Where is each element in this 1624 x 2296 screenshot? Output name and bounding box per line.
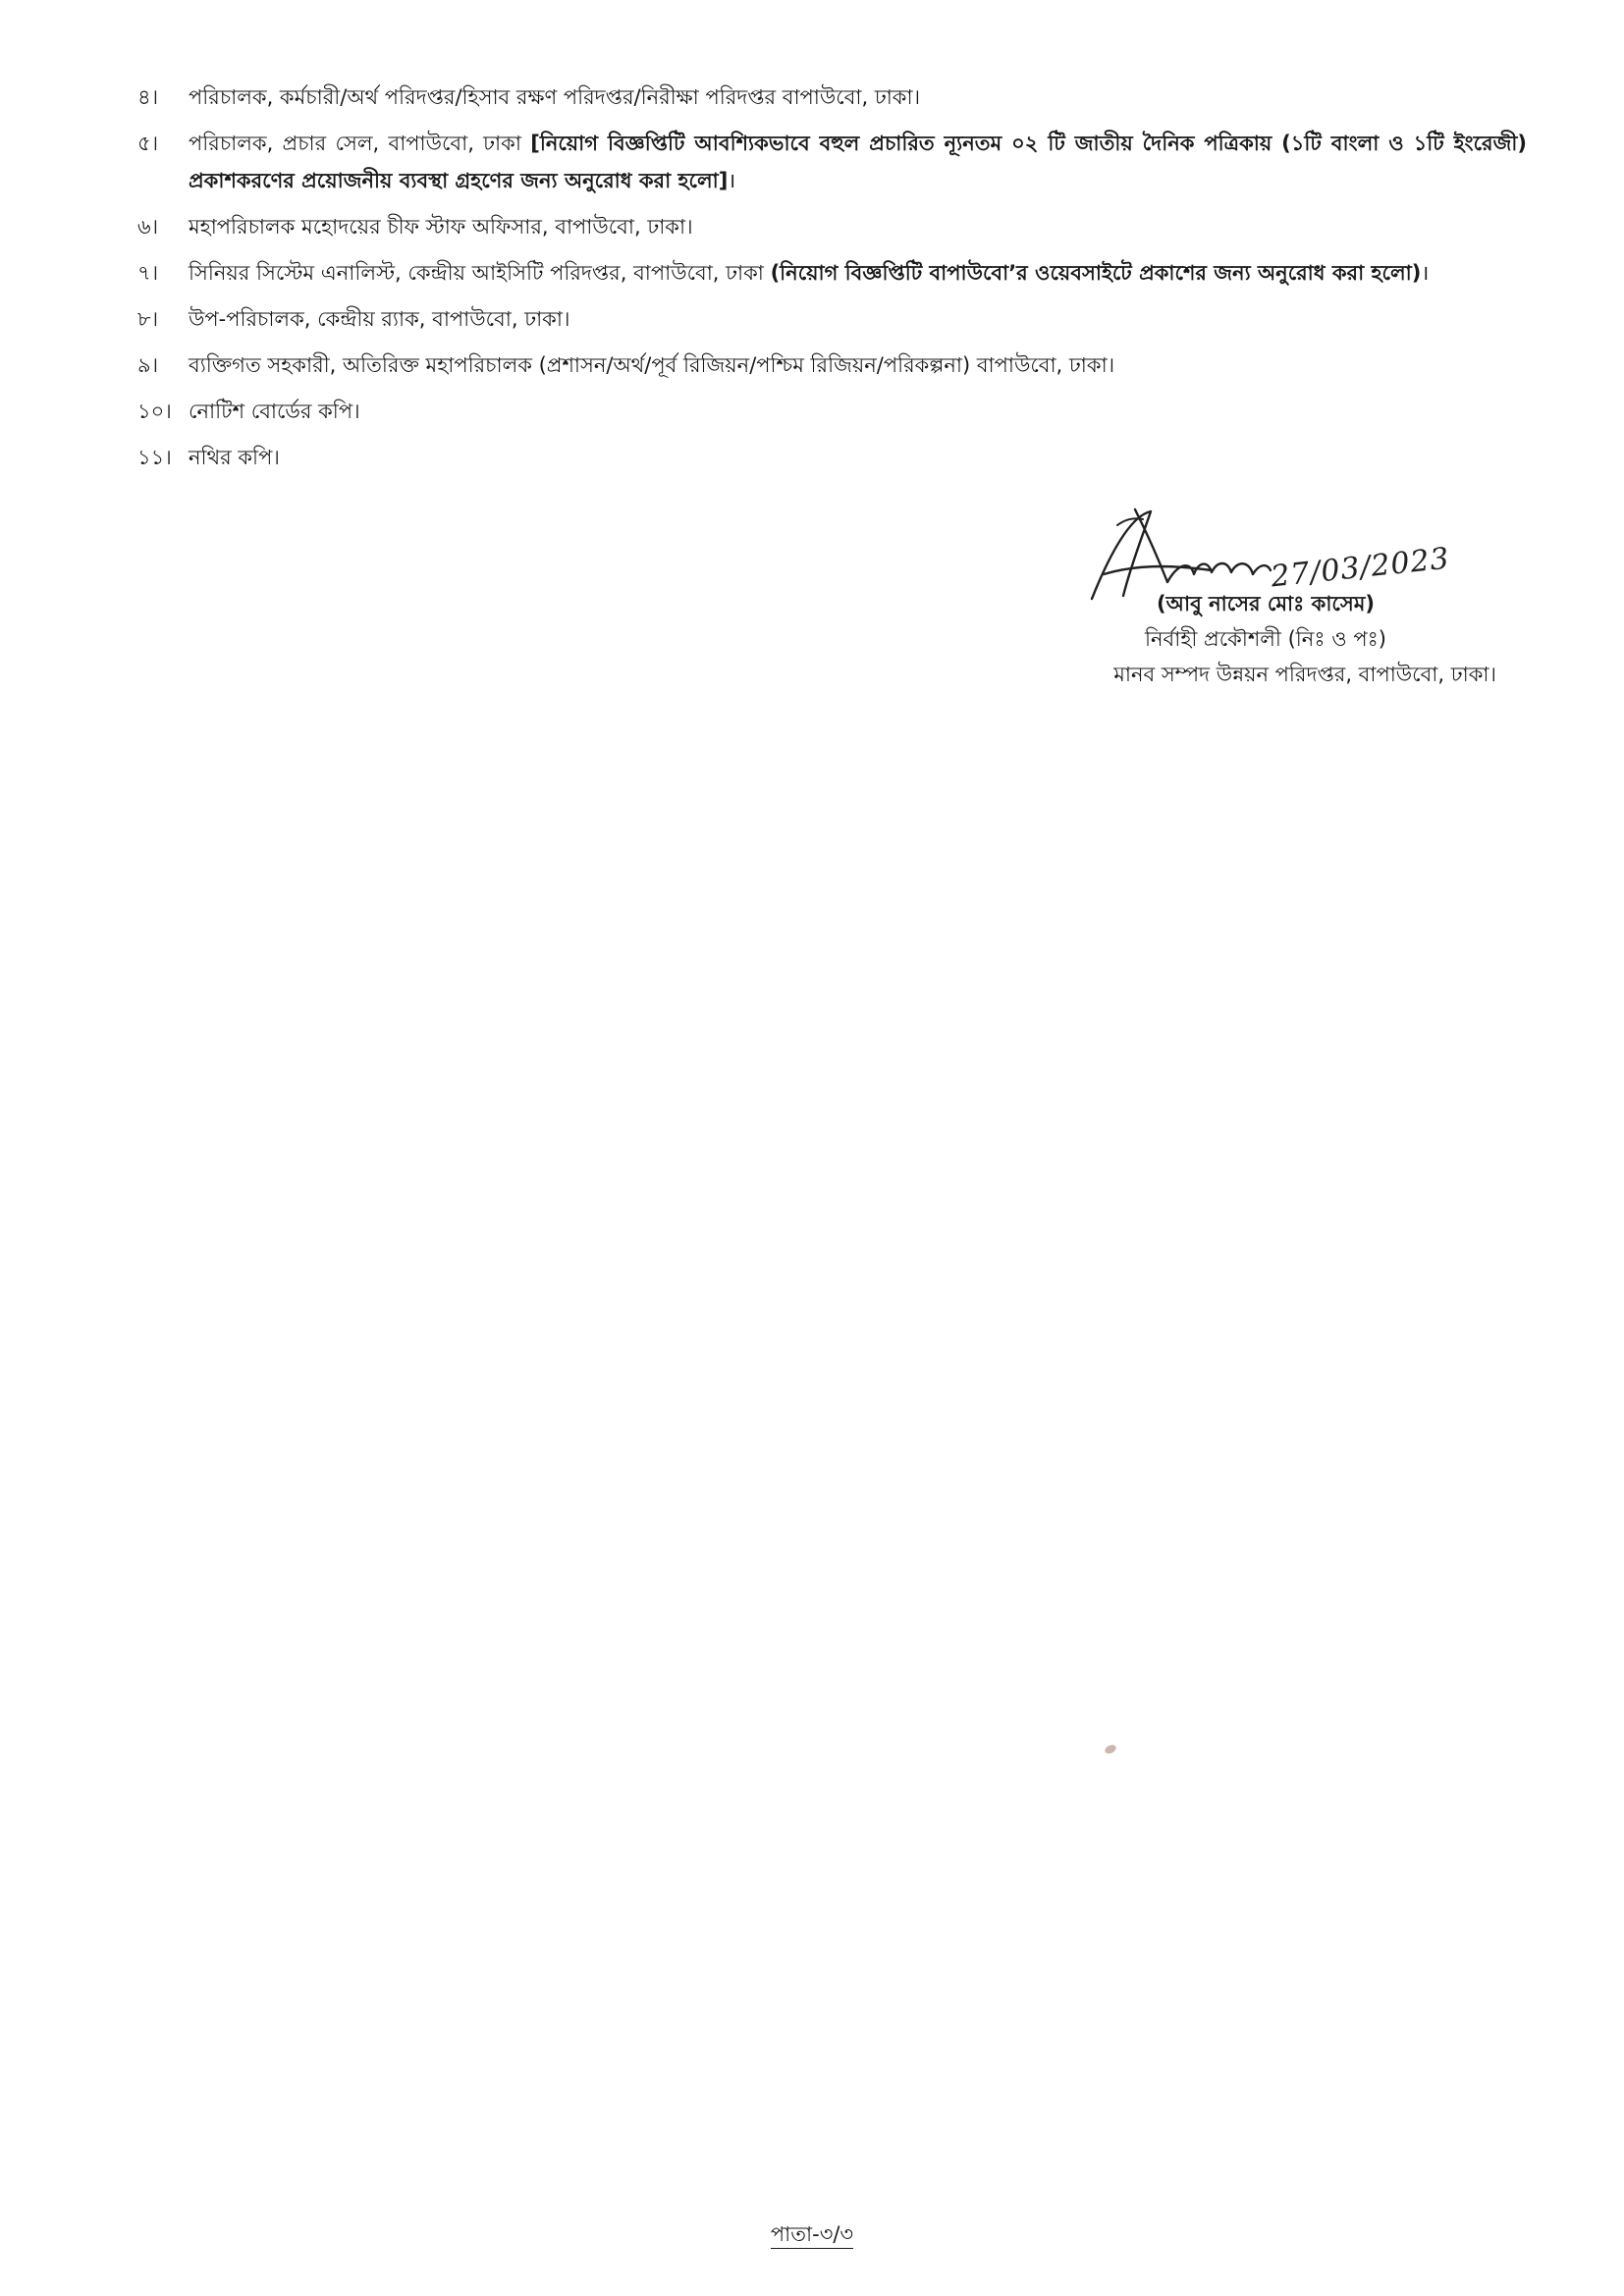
handwritten-date: 27/03/2023 — [1269, 541, 1452, 595]
item-number: ৬। — [137, 215, 159, 239]
list-item — [137, 393, 1527, 430]
item-text: উপ-পরিচালক, কেন্দ্রীয় র‍্যাক, বাপাউবো, ঢাকা। — [189, 307, 570, 331]
item-number: ৫। — [137, 132, 159, 155]
list-item — [137, 254, 1527, 292]
item-text: ব্যক্তিগত সহকারী, অতিরিক্ত মহাপরিচালক (প্রশাসন/অর্থ/পূর্ব রিজিয়ন/পশ্চিম রিজিয়ন/পরিকল্পনা) বাপাউবো, ঢাকা। — [189, 353, 1115, 377]
item-text: সিনিয়র সিস্টেম এনালিস্ট, কেন্দ্রীয় আইসিটি পরিদপ্তর, বাপাউবো, ঢাকা (নিয়োগ বিজ্ঞপ্তিটি বাপাউবো’র ওয়েবসাইটে প্রকাশের জন্য অনুরোধ করা হলো)। — [189, 261, 1430, 285]
item-bold-note: [নিয়োগ বিজ্ঞপ্তিটি আবশ্যিকভাবে বহুল প্রচারিত ন্যূনতম ০২ টি জাতীয় দৈনিক পত্রিকায় (১টি বাংলা ও ১টি ইংরেজী) প্রকাশকরণের প্রয়োজনীয় ব্যবস্থা গ্রহণের জন্য অনুরোধ করা হলো] — [189, 132, 1527, 192]
item-number: ৯। — [137, 353, 159, 377]
item-number: ৮। — [137, 307, 159, 331]
list-item — [137, 300, 1527, 338]
item-bold-note: (নিয়োগ বিজ্ঞপ্তিটি বাপাউবো’র ওয়েবসাইটে প্রকাশের জন্য অনুরোধ করা হলো) — [770, 261, 1422, 285]
item-number: ৪। — [137, 85, 159, 109]
item-text: মহাপরিচালক মহোদয়ের চীফ স্টাফ অফিসার, বাপাউবো, ঢাকা। — [189, 215, 693, 239]
list-item — [137, 125, 1527, 199]
item-number: ১০। — [137, 400, 172, 423]
list-item — [137, 79, 1527, 116]
signature-block — [888, 506, 1496, 712]
signatory-designation: নির্বাহী প্রকৌশলী (নিঃ ও পঃ) — [1145, 627, 1386, 651]
item-text: নথির কপি। — [189, 446, 280, 469]
item-number: ১১। — [137, 446, 172, 469]
item-text: পরিচালক, প্রচার সেল, বাপাউবো, ঢাকা [নিয়োগ বিজ্ঞপ্তিটি আবশ্যিকভাবে বহুল প্রচারিত ন্যূনতম ০২ টি জাতীয় দৈনিক পত্রিকায় (১টি বাংলা ও ১টি ইংরেজী) প্রকাশকরণের প্রয়োজনীয় ব্যবস্থা গ্রহণের জন্য অনুরোধ করা হলো]। — [189, 132, 1527, 192]
signatory-details — [1035, 586, 1496, 692]
signatory-name: (আবু নাসের মোঃ কাসেম) — [1156, 592, 1376, 615]
list-item — [137, 439, 1527, 476]
page-footer — [0, 2218, 1624, 2253]
list-item — [137, 208, 1527, 245]
item-number: ৭। — [137, 261, 159, 285]
signatory-office: মানব সম্পদ উন্নয়ন পরিদপ্তর, বাপাউবো, ঢাকা। — [1113, 663, 1496, 686]
page-number: পাতা-৩/৩ — [771, 2222, 853, 2249]
item-text: নোটিশ বোর্ডের কপি। — [189, 400, 360, 423]
list-item — [137, 347, 1527, 384]
scan-speck — [1104, 1743, 1117, 1755]
item-text: পরিচালক, কর্মচারী/অর্থ পরিদপ্তর/হিসাব রক্ষণ পরিদপ্তর/নিরীক্ষা পরিদপ্তর বাপাউবো, ঢাকা। — [189, 85, 921, 109]
distribution-list — [137, 79, 1527, 485]
